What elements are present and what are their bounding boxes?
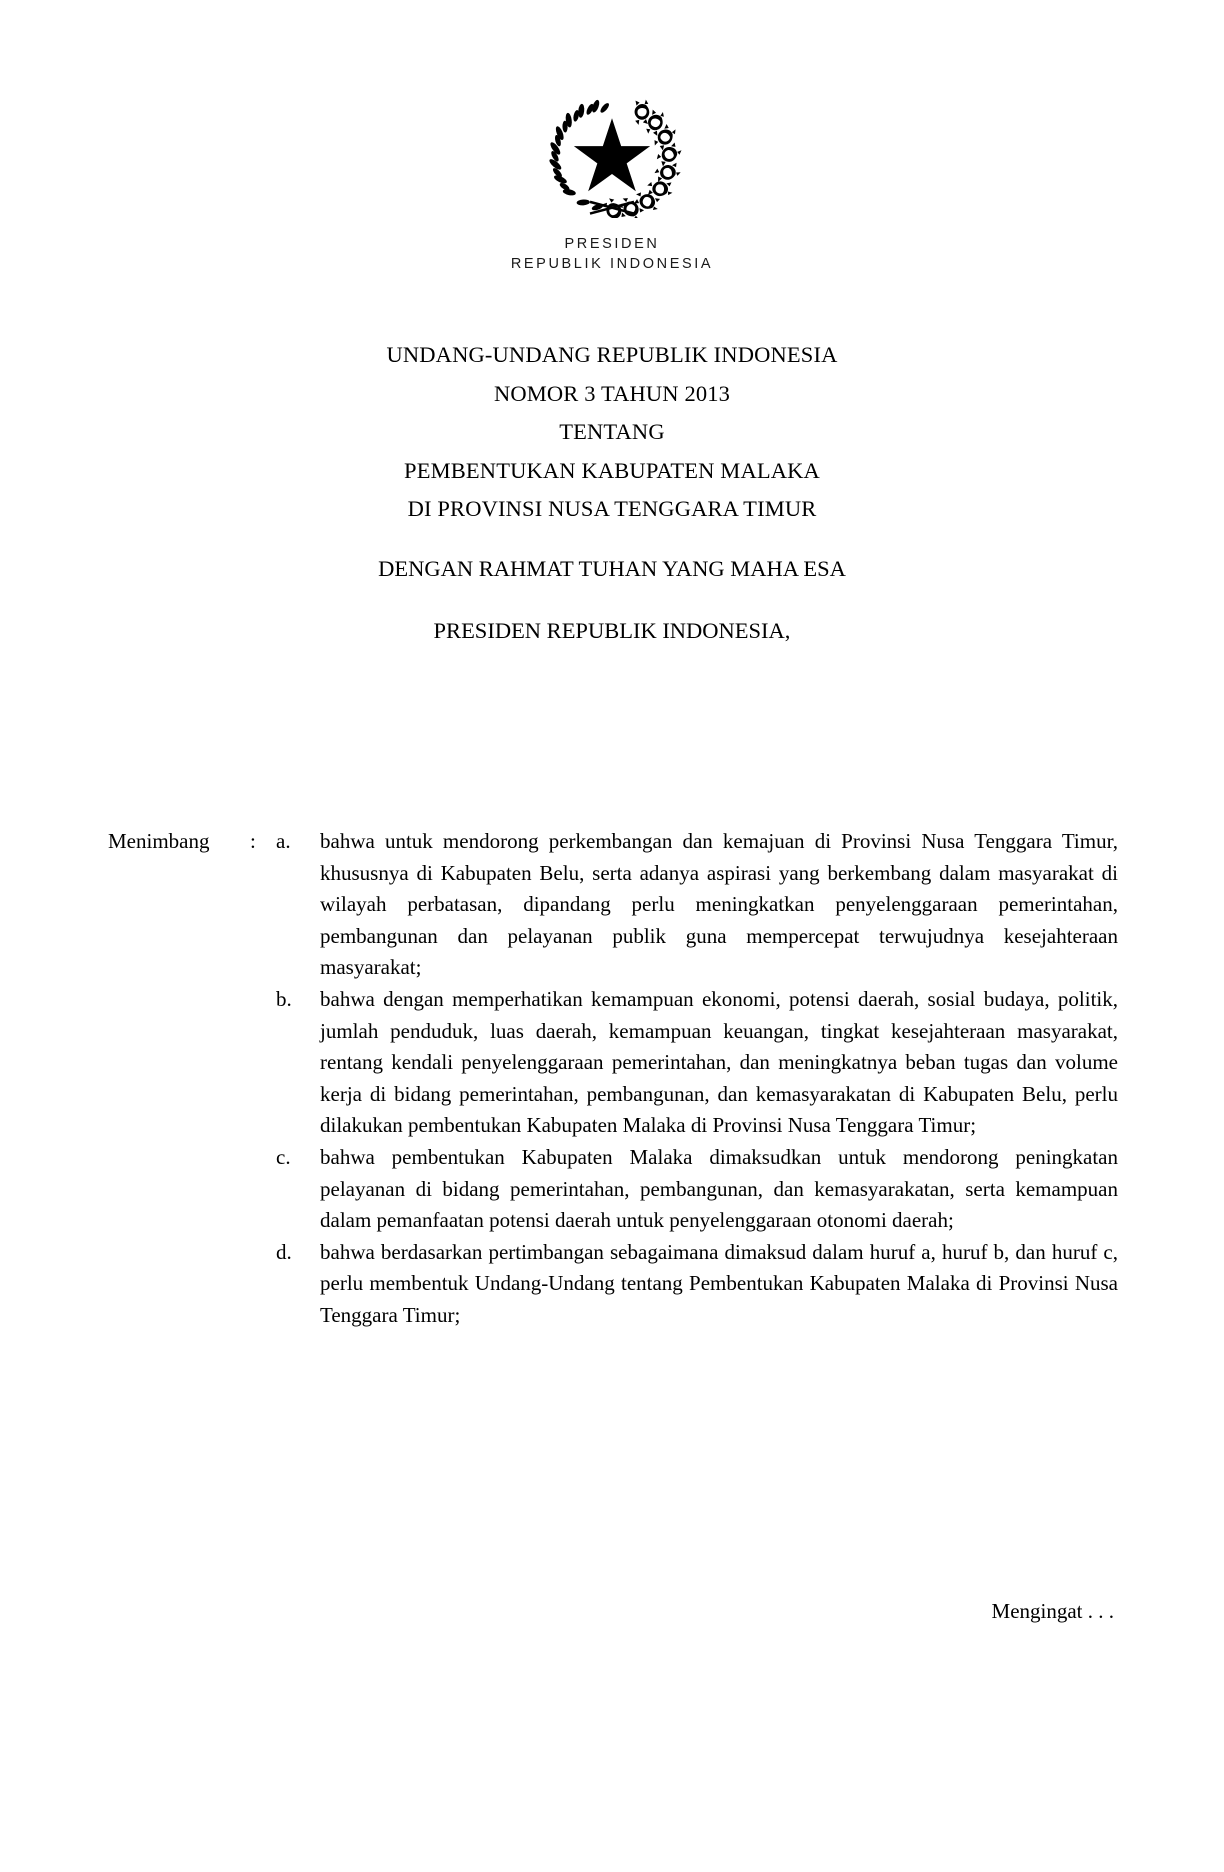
presidential-seal-emblem [0, 86, 1224, 218]
menimbang-item-a [108, 826, 1118, 984]
menimbang-section [108, 826, 1118, 1332]
menimbang-letter-b: b. [276, 986, 292, 1011]
menimbang-letter-d: d. [276, 1239, 292, 1264]
menimbang-text-b: bahwa dengan memperhatikan kemampuan ekonomi, potensi daerah, sosial budaya, politik, jumlah penduduk, luas daerah, kemampuan keuangan, tingkat kesejahteraan masyarakat, rentang kendali penyelenggaraan pemerintahan, dan meningkatnya beban tugas dan volume kerja di bidang pemerintahan, pembangunan, dan kemasyarakatan di Kabupaten Belu, perlu dilakukan pembentukan Kabupaten Malaka di Provinsi Nusa Tenggara Timur; [320, 986, 1118, 1138]
continuation-note: Mengingat . . . [991, 1599, 1114, 1623]
menimbang-item-b [108, 984, 1118, 1142]
title-line-nomor: NOMOR 3 TAHUN 2013 [493, 380, 731, 406]
header-line-republik-indonesia: REPUBLIK INDONESIA [510, 256, 714, 272]
menimbang-colon: : [250, 829, 256, 853]
law-title-block [0, 336, 1224, 529]
invocation-spacer [0, 589, 1224, 612]
title-line-pembentukan: PEMBENTUKAN KABUPATEN MALAKA [404, 457, 820, 483]
invocation-block [0, 550, 1224, 650]
title-line-provinsi: DI PROVINSI NUSA TENGGARA TIMUR [407, 496, 817, 521]
menimbang-letter-a: a. [276, 829, 291, 853]
title-line-undang-undang: UNDANG-UNDANG REPUBLIK INDONESIA [386, 342, 838, 367]
menimbang-text-c: bahwa pembentukan Kabupaten Malaka dimaksudkan untuk mendorong peningkatan pelayanan di bidang pemerintahan, pembangunan, dan kemasyarakatan, serta kemampuan dalam pemanfaatan potensi daerah untuk penyelenggaraan otonomi daerah; [320, 1144, 1118, 1233]
invocation-line-presiden: PRESIDEN REPUBLIK INDONESIA, [433, 617, 791, 643]
menimbang-item-c [108, 1142, 1118, 1237]
menimbang-text-a: bahwa untuk mendorong perkembangan dan kemajuan di Provinsi Nusa Tenggara Timur, khususnya di Kabupaten Belu, serta adanya aspirasi yang berkembang dalam masyarakat di wilayah perbatasan, dipandang perlu meningkatkan penyelenggaraan pemerintahan, pembangunan dan pelayanan publik guna mempercepat terwujudnya kesejahteraan masyarakat; [320, 829, 1118, 980]
menimbang-item-d [108, 1237, 1118, 1332]
menimbang-letter-c: c. [276, 1144, 291, 1169]
header-line-presiden: PRESIDEN [564, 236, 660, 252]
menimbang-label: Menimbang [108, 829, 210, 853]
title-line-tentang: TENTANG [559, 419, 665, 444]
presiden-republik-indonesia-header [0, 234, 1224, 274]
menimbang-text-d: bahwa berdasarkan pertimbangan sebagaimana dimaksud dalam huruf a, huruf b, dan huruf c, perlu membentuk Undang-Undang tentang Pembentukan Kabupaten Malaka di Provinsi Nusa Tenggara Timur; [320, 1239, 1118, 1327]
invocation-line-rahmat: DENGAN RAHMAT TUHAN YANG MAHA ESA [378, 556, 846, 581]
